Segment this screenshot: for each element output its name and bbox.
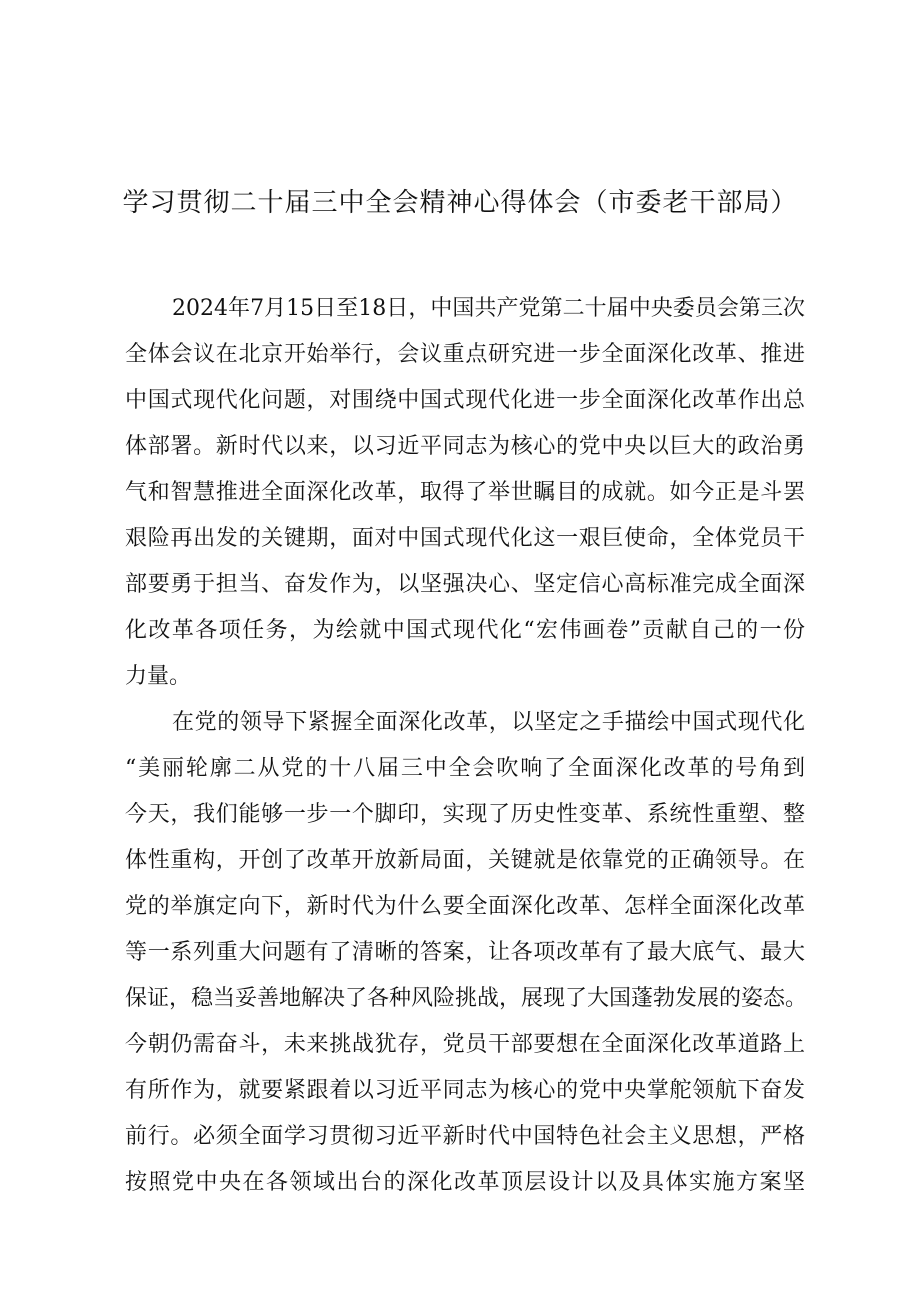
paragraph-line: 体性重构，开创了改革开放新局面，关键就是依靠党的正确领导。在 xyxy=(125,848,805,873)
paragraph-line: 2024年7月15日至18日，中国共产党第二十届中央委员会第三次 xyxy=(172,296,805,321)
paragraph-line: 气和智慧推进全面深化改革，取得了举世瞩目的成就。如今正是斗罢 xyxy=(125,480,805,505)
paragraph-line: 有所作为，就要紧跟着以习近平同志为核心的党中央掌舵领航下奋发 xyxy=(125,1078,805,1103)
document-title: 学习贯彻二十届三中全会精神心得体会（市委老干部局） xyxy=(122,188,798,218)
paragraph-line: 全体会议在北京开始举行，会议重点研究进一步全面深化改革、推进 xyxy=(125,342,805,367)
paragraph-line: 力量。 xyxy=(125,664,192,689)
paragraph-line: 化改革各项任务，为绘就中国式现代化“宏伟画卷”贡献自己的一份 xyxy=(125,618,805,643)
paragraph-line: 按照党中央在各领域出台的深化改革顶层设计以及具体实施方案坚 xyxy=(125,1170,805,1195)
paragraph-line: 在党的领导下紧握全面深化改革，以坚定之手描绘中国式现代化 xyxy=(172,710,805,735)
paragraph-line: 中国式现代化问题，对围绕中国式现代化进一步全面深化改革作出总 xyxy=(125,388,805,413)
paragraph-line: 等一系列重大问题有了清晰的答案，让各项改革有了最大底气、最大 xyxy=(125,940,805,965)
paragraph-line: 前行。必须全面学习贯彻习近平新时代中国特色社会主义思想，严格 xyxy=(125,1124,805,1149)
paragraph-line: “美丽轮廓二从党的十八届三中全会吹响了全面深化改革的号角到 xyxy=(125,756,805,781)
paragraph-line: 体部署。新时代以来，以习近平同志为核心的党中央以巨大的政治勇 xyxy=(125,434,805,459)
paragraph-line: 今朝仍需奋斗，未来挑战犹存，党员干部要想在全面深化改革道路上 xyxy=(125,1032,805,1057)
paragraph-line: 保证，稳当妥善地解决了各种风险挑战，展现了大国蓬勃发展的姿态。 xyxy=(125,986,808,1011)
paragraph-line: 艰险再出发的关键期，面对中国式现代化这一艰巨使命，全体党员干 xyxy=(125,526,805,551)
paragraph-line: 今天，我们能够一步一个脚印，实现了历史性变革、系统性重塑、整 xyxy=(125,802,805,827)
paragraph-line: 部要勇于担当、奋发作为，以坚强决心、坚定信心高标准完成全面深 xyxy=(125,572,805,597)
paragraph-line: 党的举旗定向下，新时代为什么要全面深化改革、怎样全面深化改革 xyxy=(125,894,805,919)
